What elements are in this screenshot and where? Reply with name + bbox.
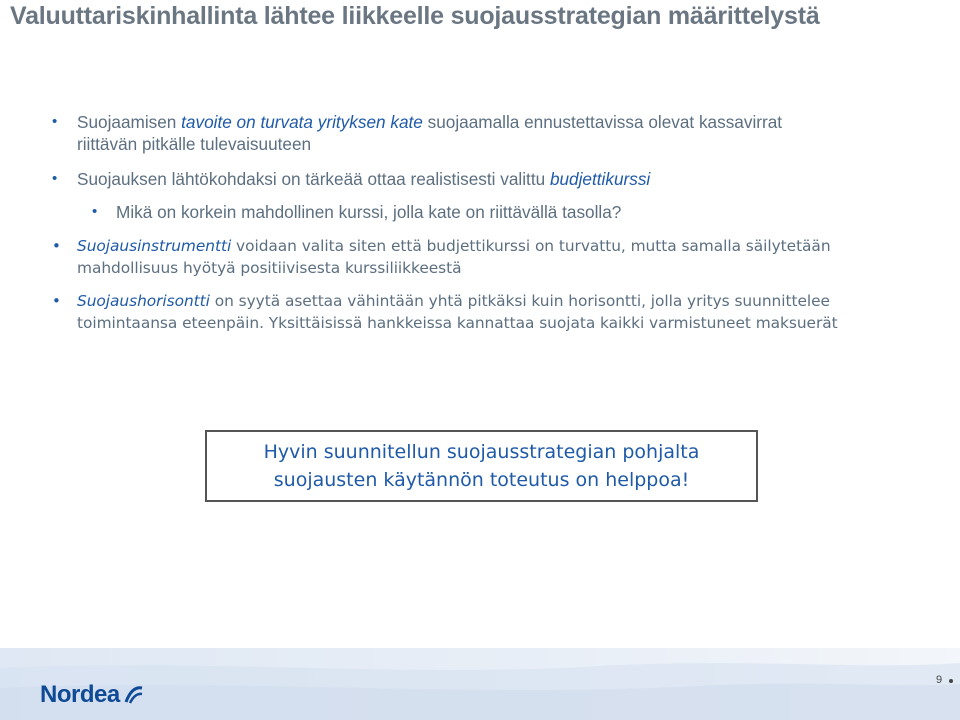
bullet-text: toimintaansa eteenpäin. Yksittäisissä hankkeissa kannattaa suojata kaikki varmistuneet maksuerät — [77, 314, 838, 332]
page-dot-icon — [949, 679, 953, 683]
bullet-dot-icon: • — [52, 170, 58, 187]
bullet-text: suojaamalla ennustettavissa olevat kassavirrat — [422, 112, 783, 132]
nordea-logo-icon — [122, 684, 144, 706]
page-number: 9 — [936, 674, 943, 686]
logo-text: Nordea — [40, 681, 120, 708]
bullet-highlight: tavoite on turvata yrityksen kate — [181, 112, 423, 132]
bullet-highlight: budjettikurssi — [549, 169, 651, 189]
nordea-logo — [40, 681, 144, 709]
callout-box — [205, 430, 758, 502]
bullet-highlight: Suojausinstrumentti — [77, 237, 232, 255]
bullet-text: mahdollisuus hyötyä positiivisesta kurssiliikkeestä — [77, 259, 462, 277]
bullet-text: Mikä on korkein mahdollinen kurssi, jolla kate on riittävällä tasolla? — [116, 202, 622, 222]
bullet-highlight: Suojaushorisontti — [77, 292, 210, 310]
bullet-item — [52, 111, 957, 155]
bullet-item — [52, 290, 957, 334]
bullet-text: Suojauksen lähtökohdaksi on tärkeää ottaa realistisesti valittu — [77, 169, 550, 189]
bullet-text: Suojaamisen — [77, 112, 182, 132]
bullet-dot-icon: • — [92, 203, 98, 220]
callout-line: Hyvin suunnitellun suojausstrategian pohjalta — [263, 441, 700, 463]
sub-bullet-item — [92, 201, 960, 223]
callout-line: suojausten käytännön toteutus on helppoa! — [273, 469, 690, 491]
bullet-text: riittävän pitkälle tulevaisuuteen — [77, 134, 312, 154]
slide-title: Valuuttariskinhallinta lähtee liikkeelle suojausstrategian määrittelystä — [10, 2, 820, 30]
bullet-text: voidaan valita siten että budjettikurssi on turvattu, mutta samalla säilytetään — [231, 237, 831, 255]
footer-bar — [0, 648, 960, 720]
footer-wave-decoration — [0, 648, 960, 720]
bullet-dot-icon: • — [52, 113, 58, 130]
bullet-text: on syytä asettaa vähintään yhtä pitkäksi kuin horisontti, jolla yritys suunnittelee — [209, 292, 830, 310]
bullet-dot-icon: • — [52, 237, 61, 255]
bullet-item — [52, 235, 957, 279]
bullet-dot-icon: • — [52, 292, 61, 310]
bullet-item — [52, 168, 957, 190]
